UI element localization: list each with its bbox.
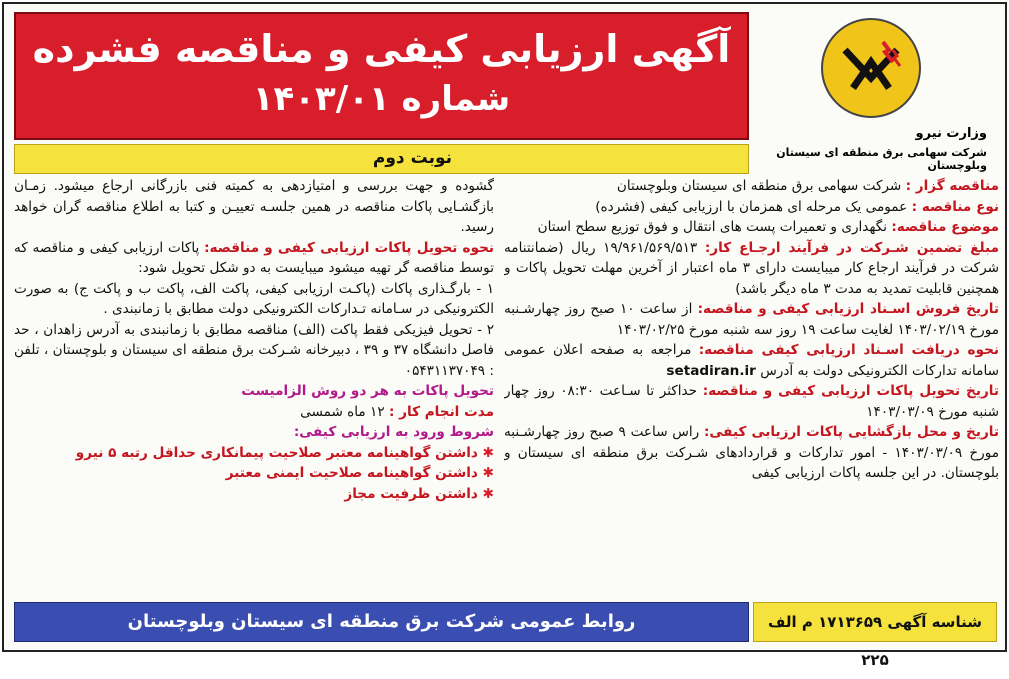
header-banner xyxy=(14,12,749,140)
tender-type-label: نوع مناقصه : xyxy=(911,198,999,215)
tender-issuer-row xyxy=(504,176,999,197)
delivery-method-label: نحوه تحویل پاکات ارزیابی کیفی و مناقصه: xyxy=(204,239,494,256)
guarantee-value: ۱۹/۹۶۱/۵۶۹/۵۱۳ ریال (ضمانتنامه شرکت در فرآیند ارجاع کار میبایست دارای ۳ ماه اعتبار از آخرین مهلت تحویل پاکات و همچنین قابلیت تمدید به مدت ۳ ماه دیگر باشد) xyxy=(504,239,999,297)
ministry-name: وزارت نیرو xyxy=(915,126,987,141)
public-relations-text: روابط عمومی شرکت برق منطقه ای سیستان وبلوچستان xyxy=(127,611,636,632)
header-number: شماره ۱۴۰۳/۰۱ xyxy=(252,79,511,119)
opening-label: تاریخ و محل بازگشایی پاکات ارزیابی کیفی: xyxy=(703,424,999,440)
subject-row xyxy=(504,217,999,238)
receive-label: نحوه دریافت اسـناد ارزیابی کیفی مناقصه: xyxy=(698,342,999,358)
logo-area xyxy=(749,12,997,172)
tender-advertisement xyxy=(2,2,1007,669)
delivery-item-1: ۱ - بارگـذاری پاکات (پاکـت ارزیابی کیفی، پاکت الف، پاکت ب و پاکت ج) به صورت الکترونیکی در سـامانه تـدارکات الکترونیکی دولت مطابق با زمانبندی . xyxy=(14,280,494,317)
duration-row xyxy=(14,402,494,423)
condition-item xyxy=(14,484,494,505)
condition-item xyxy=(14,443,494,464)
tender-type-row xyxy=(504,197,999,218)
opening-row xyxy=(504,422,999,484)
asterisk-icon: ✱ xyxy=(482,444,494,461)
delivery-item-2: ۲ - تحویل فیزیکی فقط پاکت (الف) مناقصه مطابق با زمانبندی به آدرس زاهدان ، حد فاصل دانشگاه ۳۷ و ۳۹ ، دبیرخانه شـرکت برق منطقه ای سیستان و بلوچستان ، تلفن : ۰۵۴۳۱۱۳۷۰۴۹ xyxy=(14,321,494,379)
sale-date-label: تاریخ فروش اسـناد ارزیابی کیفی و مناقصه: xyxy=(697,301,999,317)
left-column xyxy=(14,176,494,596)
header-title: آگهی ارزیابی کیفی و مناقصه فشرده xyxy=(32,27,731,71)
delivery-date-label: تاریخ تحویل پاکات ارزیابی کیفی و مناقصه: xyxy=(702,383,999,399)
receive-value: مراجعه به صفحه اعلان عمومی سامانه تدارکات الکترونیکی دولت به آدرس xyxy=(504,342,999,379)
right-column xyxy=(504,176,999,596)
public-relations-bar xyxy=(14,602,749,642)
delivery-method-value: پاکات ارزیابی کیفی و مناقصه که توسط مناقصه گر تهیه میشود میبایست به دو شکل تحویل شود: xyxy=(14,239,494,276)
sale-date-value: از ساعت ۱۰ صبح روز چهارشـنبه مورخ ۱۴۰۳/۰۲/۱۹ لغایت ساعت ۱۹ روز سه شنبه مورخ ۱۴۰۳/۰۲/۲۵ xyxy=(504,301,999,338)
tender-issuer-value: شرکت سهامی برق منطقه ای سیستان وبلوچستان xyxy=(616,178,902,194)
sale-date-row xyxy=(504,299,999,340)
notice-bar xyxy=(14,144,749,174)
receive-row xyxy=(504,340,999,381)
company-name: شرکت سهامی برق منطقه ای سیستان وبلوچستان xyxy=(776,146,987,172)
mandatory-note: تحویل پاکات به هر دو روش الزامیست xyxy=(241,383,494,399)
guarantee-row xyxy=(504,238,999,300)
condition-text: داشتن گواهینامه معتبر صلاحیت پیمانکاری حداقل رتبه ۵ نیرو xyxy=(75,444,478,461)
opening-value: راس ساعت ۹ صبح روز چهارشـنبه مورخ ۱۴۰۳/۰۳/۰۹ - امور تدارکات و قراردادهای شـرکت برق منطقه ای سیستان و بلوچستان. در این جلسه پاکات ارزیابی کیفی xyxy=(504,424,999,481)
condition-text: داشتن گواهینامه صلاحیت ایمنی معتبر xyxy=(225,465,478,481)
ad-code-box xyxy=(753,602,997,669)
condition-text: داشتن ظرفیت مجاز xyxy=(344,485,478,502)
receive-site: setadiran.ir xyxy=(666,362,756,379)
delivery-date-row xyxy=(504,381,999,422)
asterisk-icon: ✱ xyxy=(482,485,494,502)
condition-item xyxy=(14,463,494,484)
duration-value: ۱۲ ماه شمسی xyxy=(300,403,385,420)
ad-code: شناسه آگهی ۱۷۱۳۶۵۹ م الف ۲۲۵ xyxy=(768,613,982,669)
duration-label: مدت انجام کار : xyxy=(388,403,494,420)
subject-label: موضوع مناقصه: xyxy=(891,219,999,235)
tender-type-value: عمومی یک مرحله ای همزمان با ارزیابی کیفی (فشرده) xyxy=(595,198,908,215)
delivery-date-value: حداکثر تا سـاعت ۰۸:۳۰ روز چهار شنبه مورخ ۱۴۰۳/۰۳/۰۹ xyxy=(504,383,999,420)
delivery-method-row xyxy=(14,238,494,279)
notice-label: نوبت دوم xyxy=(372,148,452,168)
guarantee-label: مبلغ تضمین شـرکت در فرآیند ارجـاع کار: xyxy=(704,239,999,256)
conditions-label: شروط ورود به ارزیابی کیفی: xyxy=(293,424,494,440)
asterisk-icon: ✱ xyxy=(482,465,494,481)
tender-issuer-label: مناقصه گزار : xyxy=(905,178,999,194)
content-area xyxy=(14,176,999,596)
subject-value: نگهداری و تعمیرات پست های انتقال و فوق توزیع سطح استان xyxy=(537,219,887,235)
tavanir-logo-icon xyxy=(821,18,921,118)
continuation-text: گشوده و جهت بررسی و امتیازدهی به کمیته فنی بازرگانی ارجاع میشود. زمـان بازگشـایی پاکات مناقصه در همین جلسـه تعییـن و کتبا به اطلاع مناقصه گران خواهد رسید. xyxy=(14,178,494,235)
